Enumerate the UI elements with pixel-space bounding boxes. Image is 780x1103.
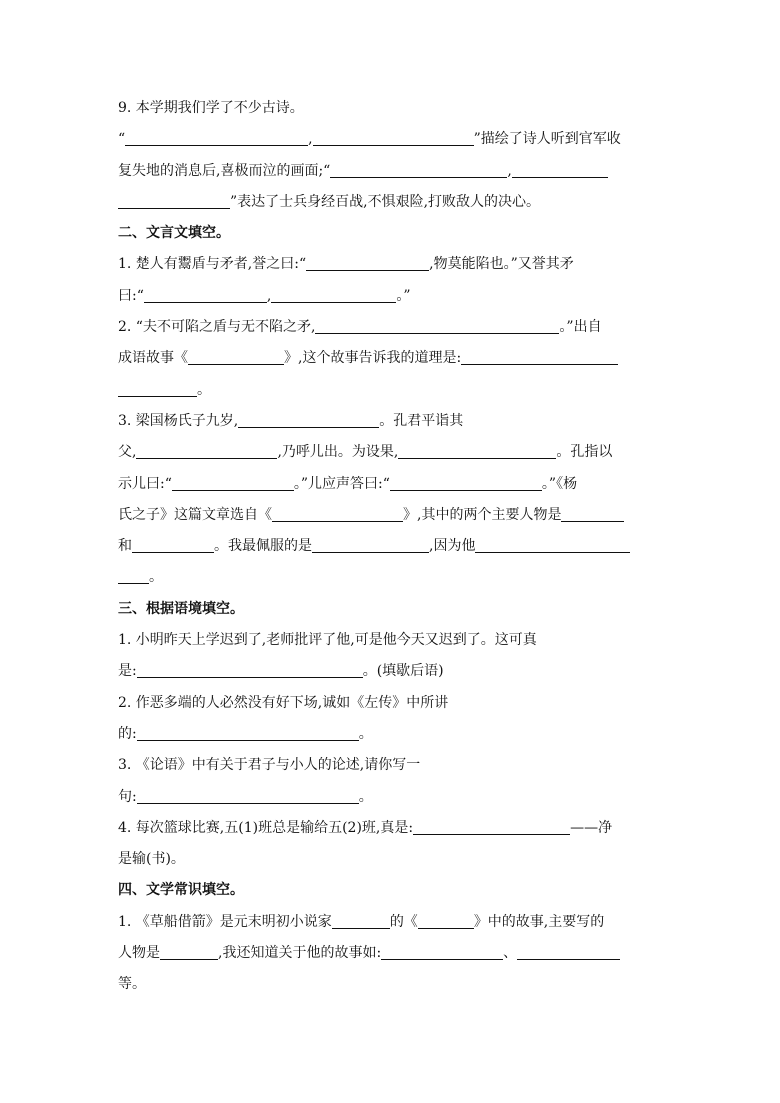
line-text: 。 — [149, 569, 163, 586]
text-line — [118, 625, 664, 656]
line-text: 4. 每次篮球比赛,五(1)班总是输给五(2)班,真是: — [118, 819, 414, 836]
line-text: 2. “夫不可陷之盾与无不陷之矛, — [118, 319, 316, 336]
text-line — [118, 406, 664, 437]
answer-blank[interactable] — [390, 489, 542, 491]
text-line — [118, 656, 664, 687]
answer-blank[interactable] — [381, 958, 503, 960]
text-line — [118, 969, 664, 1000]
answer-blank[interactable] — [144, 301, 267, 303]
line-text: 、 — [503, 945, 518, 962]
answer-blank[interactable] — [137, 739, 359, 741]
answer-blank[interactable] — [332, 927, 390, 929]
line-text: 3. 梁国杨氏子九岁, — [118, 412, 239, 429]
text-line — [118, 688, 664, 719]
line-text: 。 — [358, 788, 373, 805]
line-text: , — [507, 162, 512, 179]
text-line — [118, 124, 664, 155]
line-text: 等。 — [118, 976, 146, 993]
line-text: 二、文言文填空。 — [118, 225, 230, 242]
line-text: ,物莫能陷也。”又誉其矛 — [429, 256, 574, 273]
answer-blank[interactable] — [160, 958, 218, 960]
text-line — [118, 907, 664, 938]
line-text: 。”儿应声答曰:“ — [293, 475, 390, 492]
line-text: 2. 作恶多端的人必然没有好下场,诚如《左传》中所讲 — [118, 694, 449, 711]
answer-blank[interactable] — [118, 207, 230, 209]
answer-blank[interactable] — [315, 332, 559, 334]
answer-blank[interactable] — [398, 457, 556, 459]
answer-blank[interactable] — [137, 676, 363, 678]
answer-blank[interactable] — [271, 301, 396, 303]
answer-blank[interactable] — [118, 395, 197, 397]
answer-blank[interactable] — [512, 176, 608, 178]
line-text: 的《 — [389, 913, 418, 930]
line-text: 成语故事《 — [118, 350, 188, 367]
answer-blank[interactable] — [461, 363, 618, 365]
line-text: ,因为他 — [429, 538, 476, 555]
line-text: 的: — [118, 725, 137, 742]
text-line — [118, 938, 664, 969]
line-text: 1. 小明昨天上学迟到了,老师批评了他,可是他今天又迟到了。这可真 — [118, 632, 537, 649]
answer-blank[interactable] — [561, 520, 624, 522]
text-line — [118, 249, 664, 280]
line-text: 。(填歇后语) — [362, 663, 444, 680]
answer-blank[interactable] — [312, 551, 429, 553]
answer-blank[interactable] — [475, 551, 630, 553]
answer-blank[interactable] — [517, 958, 620, 960]
text-line — [118, 375, 664, 406]
text-line — [118, 187, 664, 218]
line-text: ”表达了士兵身经百战,不惧艰险,打败敌人的决心。 — [230, 193, 541, 210]
line-text: 》中的故事,主要写的 — [473, 913, 605, 930]
line-text: 。”出自 — [559, 319, 602, 336]
line-text: 句: — [118, 788, 137, 805]
text-line — [118, 500, 664, 531]
line-text: 1. 楚人有鬻盾与矛者,誉之曰:“ — [118, 256, 307, 273]
line-text: 氏之子》这篇文章选自《 — [118, 506, 272, 523]
line-text: 四、文学常识填空。 — [118, 882, 244, 899]
line-text: 。孔君平诣其 — [379, 412, 464, 429]
line-text: ”描绘了诗人听到官军收 — [473, 131, 621, 148]
text-line — [118, 469, 664, 500]
text-line — [118, 343, 664, 374]
line-text: 。 — [358, 725, 373, 742]
text-line — [118, 782, 664, 813]
text-line — [118, 562, 664, 593]
line-text: 3. 《论语》中有关于君子与小人的论述,请你写一 — [118, 757, 421, 774]
text-line — [118, 93, 664, 124]
answer-blank[interactable] — [132, 551, 214, 553]
answer-blank[interactable] — [137, 802, 359, 804]
line-text: , — [266, 287, 272, 304]
line-text: 人物是 — [118, 945, 160, 962]
line-text: 是输(书)。 — [118, 851, 185, 868]
answer-blank[interactable] — [418, 927, 474, 929]
line-text: ,乃呼儿出。为设果, — [277, 444, 399, 461]
line-text: ,我还知道关于他的故事如: — [218, 945, 382, 962]
text-line — [118, 844, 664, 875]
answer-blank[interactable] — [118, 582, 149, 584]
line-text: ——净 — [570, 819, 613, 836]
answer-blank[interactable] — [272, 520, 403, 522]
line-text: 示儿曰:“ — [118, 475, 172, 492]
answer-blank[interactable] — [238, 426, 379, 428]
line-text: , — [308, 131, 313, 148]
text-line — [118, 531, 664, 562]
line-text: 。”《杨 — [541, 475, 578, 492]
answer-blank[interactable] — [413, 833, 570, 835]
text-line — [118, 281, 664, 312]
answer-blank[interactable] — [313, 144, 474, 146]
line-text: 。” — [396, 287, 411, 304]
section-heading — [118, 594, 664, 625]
section-heading — [118, 875, 664, 906]
answer-blank[interactable] — [330, 176, 507, 178]
answer-blank[interactable] — [172, 489, 294, 491]
line-text: 和 — [118, 538, 132, 555]
section-heading — [118, 218, 664, 249]
line-text: 父, — [118, 444, 137, 461]
line-text: 曰:“ — [118, 287, 144, 304]
line-text: 是: — [118, 663, 137, 680]
line-text: 三、根据语境填空。 — [118, 600, 244, 617]
line-text: 复失地的消息后,喜极而泣的画面;“ — [118, 162, 331, 179]
text-line — [118, 750, 664, 781]
line-text: 。我最佩服的是 — [214, 538, 312, 555]
text-line — [118, 719, 664, 750]
text-line — [118, 156, 664, 187]
line-text: 1. 《草船借箭》是元末明初小说家 — [118, 913, 332, 930]
text-line — [118, 312, 664, 343]
line-text: 》,这个故事告诉我的道理是: — [284, 350, 462, 367]
line-text: 9. 本学期我们学了不少古诗。 — [118, 100, 304, 116]
text-line — [118, 437, 664, 468]
text-line — [118, 813, 664, 844]
line-text: 。孔指以 — [556, 444, 613, 461]
line-text: 。 — [197, 381, 211, 398]
answer-blank[interactable] — [125, 144, 308, 146]
line-text: 》,其中的两个主要人物是 — [403, 506, 562, 523]
answer-blank[interactable] — [188, 363, 284, 365]
line-text: “ — [118, 131, 126, 148]
answer-blank[interactable] — [306, 269, 429, 271]
worksheet-page — [118, 93, 664, 1001]
answer-blank[interactable] — [136, 457, 277, 459]
